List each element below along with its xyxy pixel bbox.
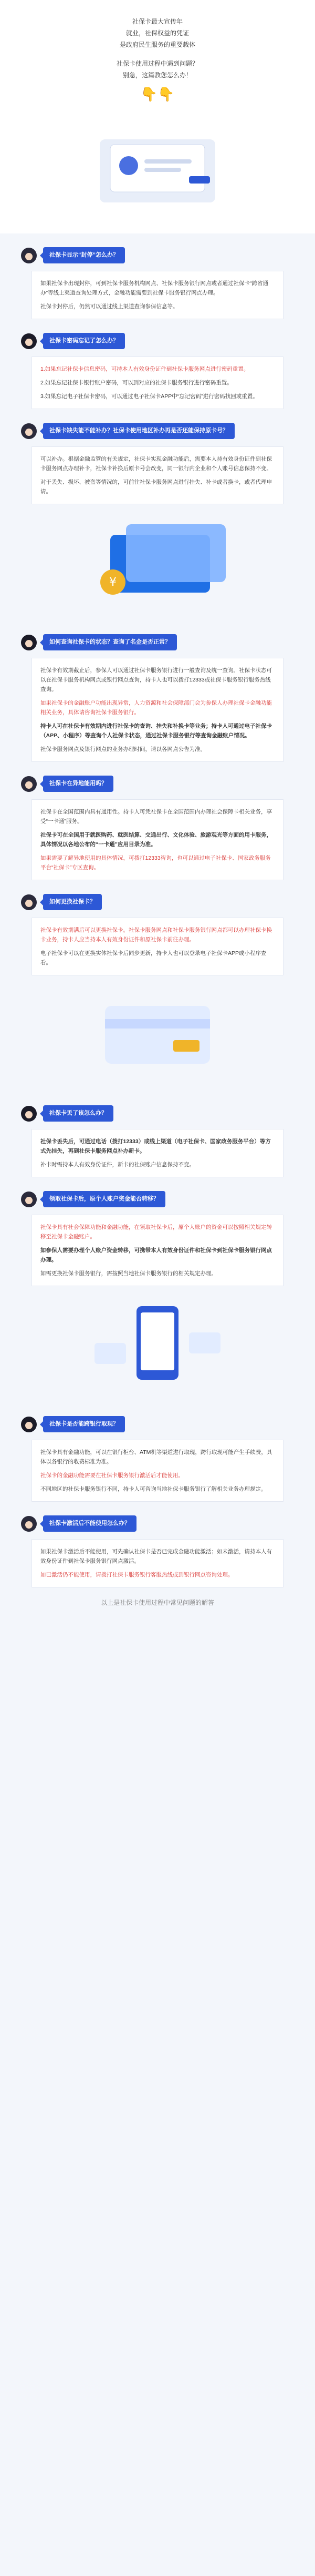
card-illustration [0, 514, 315, 608]
user-avatar [21, 423, 37, 439]
answer-card [32, 357, 284, 409]
qa-7 [0, 1105, 315, 1177]
intro-header [0, 0, 315, 233]
intro-line: 是政府民生服务的重要载体 [119, 41, 195, 48]
user-avatar [21, 333, 37, 349]
svg-text:¥: ¥ [109, 576, 117, 589]
answer-paragraph: 对于丢失、损坏、被盗等情况的，可前往社保卡服务网点进行挂失、补卡或者换卡，或者代理申请。 [40, 479, 272, 495]
answer-card [32, 271, 284, 319]
answer-paragraph: 持卡人可在社保卡有效期内进行社保卡的查询、挂失和补换卡等业务；持卡人可通过电子社保卡（APP、小程序）等查询个人社保卡状态，通过社保卡服务银行等查询金融账户情况。 [40, 723, 272, 739]
answer-paragraph: 如果需要了解异地使用的具体情况，可拨打12333咨询，也可以通过电子社保卡、国家政务服务平台“社保卡”专区查询。 [40, 855, 271, 871]
answer-paragraph: 社保卡丢失后，可通过电话（拨打12333）或线上渠道（电子社保卡、国家政务服务平台）等方式先挂失，再到社保卡服务网点补办新卡。 [40, 1138, 271, 1154]
answer-paragraph: 不同地区的社保卡服务银行不同，持卡人可咨询当地社保卡服务银行了解相关业务办理规定。 [40, 1486, 267, 1492]
qa-2 [0, 333, 315, 409]
qa-4 [0, 634, 315, 762]
question-bubble: 社保卡显示“封停”怎么办？ [43, 247, 125, 263]
answer-card [32, 658, 284, 762]
hero-illustration [79, 113, 236, 218]
answer-paragraph: 3.如果忘记电子社保卡密码，可以通过电子社保卡APP中“忘记密码”进行密码找回或重置。 [40, 393, 258, 400]
question-bubble: 社保卡是否能跨银行取现？ [43, 1416, 125, 1432]
intro-question-line: 社保卡使用过程中遇到问题？ [116, 60, 198, 67]
intro-line: 社保卡最大宣传年 [132, 18, 183, 25]
qa-9 [0, 1416, 315, 1502]
qa-6 [0, 894, 315, 975]
question-bubble: 社保卡缺失能不能补办？社保卡使用地区补办再是否还能保持原卡号？ [43, 423, 235, 439]
answer-paragraph: 如参保人需要办理个人账户资金转移，可携带本人有效身份证件和社保卡到社保卡服务银行网点办理。 [40, 1247, 272, 1263]
user-avatar [21, 776, 37, 792]
answer-card [32, 799, 284, 880]
answer-paragraph: 如需更换社保卡服务银行，需按照当地社保卡服务银行的相关规定办理。 [40, 1270, 217, 1277]
answer-paragraph: 1.如果忘记社保卡信息密码，可持本人有效身份证件到社保卡服务网点进行密码重置。 [40, 366, 249, 372]
user-avatar [21, 894, 37, 910]
answer-paragraph: 社保卡服务网点及银行网点的业务办理时间，请以各网点公告为准。 [40, 746, 206, 752]
bank-card-illustration [0, 985, 315, 1080]
answer-card [32, 1215, 284, 1286]
question-bubble: 社保卡丢了该怎么办？ [43, 1105, 113, 1122]
footer-note: 以上是社保卡使用过程中常见问题的解答 [100, 1599, 214, 1606]
question-bubble: 领取社保卡后，原个人账户资金能否转移？ [43, 1191, 165, 1207]
answer-paragraph: 社保卡有效期截止后，参保人可以通过社保卡服务银行进行一般查询及统一查询。社保卡状态可以在社保卡服务机构网点或银行网点查询，持卡人也可以拨打12333或社保卡服务银行服务热线查询。 [40, 667, 272, 693]
qa-1 [0, 247, 315, 319]
answer-card [32, 446, 284, 504]
answer-paragraph: 2.如果忘记社保卡银行账户密码，可以到对应的社保卡服务银行进行密码重置。 [40, 380, 233, 386]
answer-paragraph: 如果社保卡激活后不能使用，可先确认社保卡是否已完成金融功能激活；如未激活，请持本人有效身份证件到社保卡服务银行网点激活。 [40, 1549, 272, 1564]
answer-paragraph: 社保卡具有金融功能，可以在银行柜台、ATM机等渠道进行取现，跨行取现可能产生手续费，具体以各银行的收费标准为准。 [40, 1449, 272, 1465]
question-bubble: 社保卡在异地能用吗？ [43, 776, 113, 792]
answer-paragraph: 社保卡的金融功能需要在社保卡服务银行激活后才能使用。 [40, 1472, 184, 1479]
user-avatar [21, 1106, 37, 1122]
qa-10 [0, 1515, 315, 1587]
answer-paragraph: 社保卡在全国范围内具有通用性。持卡人可凭社保卡在全国范围内办理社会保障卡相关业务，享受“一卡通”服务。 [40, 809, 272, 824]
answer-paragraph: 社保卡封停后，仍然可以通过线上渠道查询参保信息等。 [40, 303, 178, 310]
answer-paragraph: 电子社保卡可以在更换实体社保卡后同步更新，持卡人也可以登录电子社保卡APP或小程序查看。 [40, 950, 267, 966]
user-avatar [21, 635, 37, 650]
answer-paragraph: 社保卡有效期满后可以更换社保卡。社保卡服务网点和社保卡服务银行网点都可以办理社保卡换卡业务，持卡人应当持本人有效身份证件和原社保卡前往办理。 [40, 927, 272, 943]
user-avatar [21, 248, 37, 263]
answer-paragraph: 社保卡可在全国用于就医购药、就医结算、交通出行、文化体验、旅游观光等方面的用卡服务，具体情况以各地公布的“一卡通”应用目录为准。 [40, 832, 272, 848]
answer-card [32, 1539, 284, 1587]
question-bubble: 如何更换社保卡？ [43, 894, 102, 910]
intro-question-line: 别急，这篇教您怎么办！ [122, 72, 192, 79]
user-avatar [21, 1417, 37, 1432]
qa-5 [0, 776, 315, 880]
answer-paragraph: 如已激活仍不能使用，请拨打社保卡服务银行客服热线或到银行网点咨询处理。 [40, 1572, 234, 1578]
question-bubble: 社保卡激活后不能使用怎么办？ [43, 1515, 136, 1532]
qa-3 [0, 423, 315, 504]
phone-illustration [0, 1296, 315, 1390]
answer-paragraph: 如果社保卡的金融账户功能出现异常，人力资源和社会保障部门会为参保人办理社保卡金融功能相关业务，具体请咨询社保卡服务银行。 [40, 700, 272, 716]
question-bubble: 如何查询社保卡的状态？查询了名金是否正常？ [43, 634, 177, 650]
answer-card [32, 1440, 284, 1502]
question-bubble: 社保卡密码忘记了怎么办？ [43, 333, 125, 349]
answer-paragraph: 补卡时需持本人有效身份证件，新卡的社保账户信息保持不变。 [40, 1162, 195, 1168]
answer-paragraph: 如果社保卡出现封停，可到社保卡服务机构网点、社保卡服务银行网点或者通过社保卡“跨省通办”等线上渠道查询处理方式，金融功能需要到社保卡服务银行网点办理。 [40, 280, 268, 296]
answer-card [32, 918, 284, 975]
qa-8 [0, 1191, 315, 1286]
answer-paragraph: 可以补办。根据金融监管的有关规定，社保卡实现金融功能后，需要本人持有效身份证件到社保卡服务网点办理补卡，社保卡补换后原卡号会改变，同一银行内企业和个人账号信息保持不变。 [40, 456, 272, 472]
intro-line: 就业，社保权益的凭证 [125, 29, 189, 37]
user-avatar [21, 1192, 37, 1207]
user-avatar [21, 1516, 37, 1532]
answer-card [32, 1129, 284, 1177]
answer-paragraph: 社保卡具有社会保障功能和金融功能，在领取社保卡后，原个人账户的资金可以按照相关规定转移至社保卡金融账户。 [40, 1224, 272, 1240]
pointing-hands-icon: 👇👇 [140, 86, 175, 102]
